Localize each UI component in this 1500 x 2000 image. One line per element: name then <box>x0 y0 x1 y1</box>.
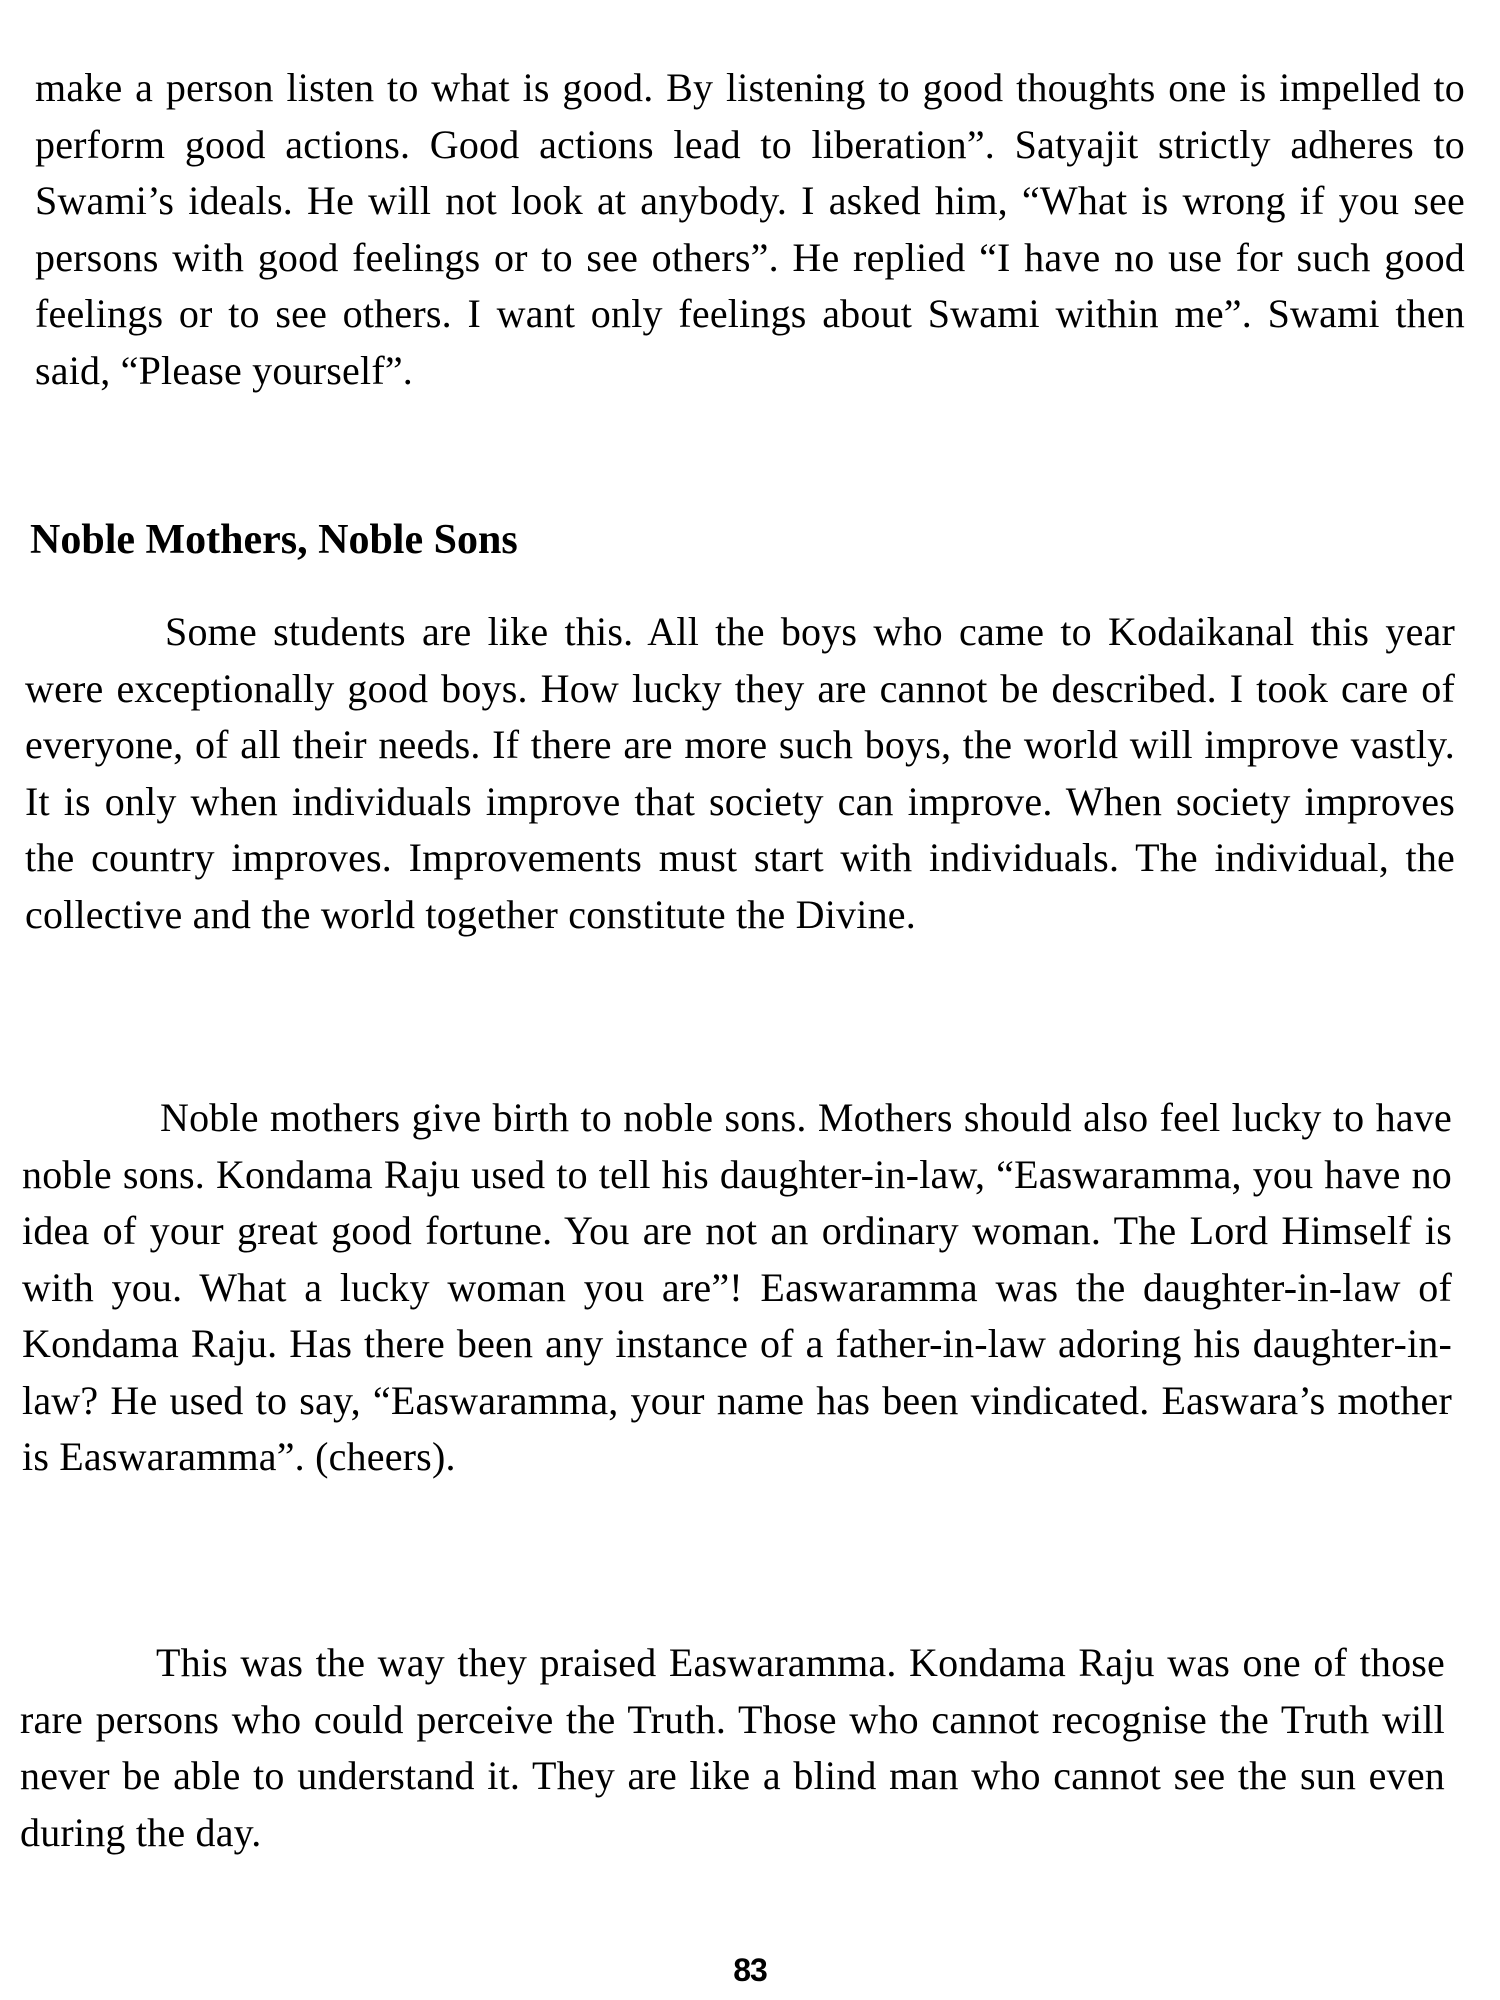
section-heading: Noble Mothers, Noble Sons <box>30 517 518 563</box>
paragraph-truth: This was the way they praised Easwaramma. Kondama Raju was one of those rare persons who could perceive the Truth. Those who cannot recognise the Truth will never be able to understand it. They are like a blind man who cannot see the sun even during the day. <box>20 1640 1445 1855</box>
paragraph-noble-mothers: Noble mothers give birth to noble sons. Mothers should also feel lucky to have noble sons. Kondama Raju used to tell his daughter-in-law, “Easwaramma, you have no idea of your great good fortune. You are not an ordinary woman. The Lord Himself is with you. What a lucky woman you are”! Easwaramma was the daughter-in-law of Kondama Raju. Has there been any instance of a father-in-law adoring his daughter-in-law? He used to say, “Easwaramma, your name has been vindicated. Easwara’s mother is Easwaramma”. (cheers). <box>22 1095 1452 1479</box>
page-number: 83 <box>733 1952 767 1988</box>
paragraph-satyajit: make a person listen to what is good. By listening to good thoughts one is impelled to perform good actions. Good actions lead to liberation”. Satyajit strictly adheres to Swami’s ideals. He will not look at anybody. I asked him, “What is wrong if you see persons with good feelings or to see others”. He replied “I have no use for such good feelings or to see others. I want only feelings about Swami within me”. Swami then said, “Please yourself”. <box>35 65 1465 393</box>
paragraph-students: Some students are like this. All the boys who came to Kodaikanal this year were exceptionally good boys. How lucky they are cannot be described. I took care of everyone, of all their needs. If there are more such boys, the world will improve vastly. It is only when individuals improve that society can improve. When society improves the country improves. Improvements must start with individuals. The individual, the collective and the world together constitute the Divine. <box>25 609 1455 937</box>
